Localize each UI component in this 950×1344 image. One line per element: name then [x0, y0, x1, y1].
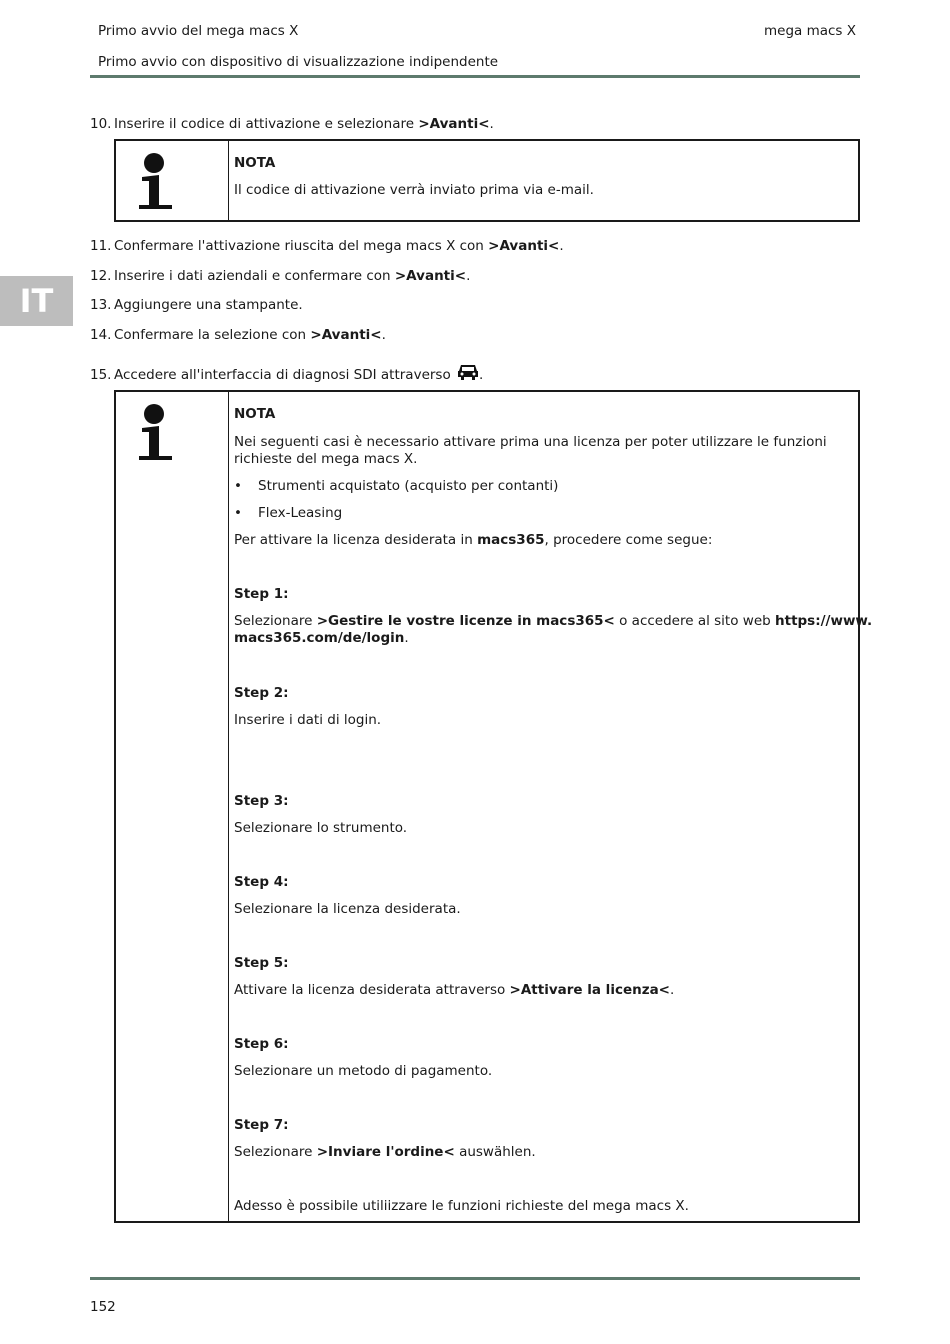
- bullet-item: • Strumenti acquistato (acquisto per contanti): [234, 478, 559, 494]
- step1-mid: o accedere al sito web: [614, 613, 775, 629]
- car-icon: [457, 363, 479, 381]
- note-icon-cell: [116, 392, 229, 1221]
- bullet-text: Strumenti acquistato (acquisto per contanti): [258, 478, 559, 494]
- step1-pre: Selezionare: [234, 613, 317, 629]
- step4-text: Selezionare la licenza desiderata.: [234, 901, 461, 917]
- step-11: [90, 238, 564, 254]
- step-end: .: [489, 116, 494, 132]
- step7-post: auswählen.: [454, 1144, 536, 1160]
- step-text: Confermare l'attivazione riuscita del mega macs X con: [114, 238, 489, 254]
- step-15: [90, 363, 483, 383]
- activate-line: [234, 532, 712, 549]
- header-rule: [90, 75, 860, 78]
- step6-title: Step 6:: [234, 1036, 289, 1052]
- step-number: 13.: [90, 297, 112, 313]
- step-bold: >Avanti<: [418, 116, 490, 132]
- step-text: Inserire il codice di attivazione e selezionare: [114, 116, 419, 132]
- note-title: NOTA: [234, 155, 276, 171]
- step-end: .: [466, 268, 471, 284]
- step-bold: >Avanti<: [394, 268, 467, 284]
- step-14: [90, 327, 386, 343]
- step5-pre: Attivare la licenza desiderata attraverso: [234, 982, 510, 998]
- step1-text: [234, 613, 872, 630]
- footer-rule: [90, 1277, 860, 1280]
- step-end: .: [559, 238, 564, 254]
- header-product: mega macs X: [764, 23, 857, 39]
- step7-pre: Selezionare: [234, 1144, 317, 1160]
- step2-text: Inserire i dati di login.: [234, 712, 382, 728]
- header-chapter: Primo avvio del mega macs X: [98, 23, 299, 39]
- activate-pre: Per attivare la licenza desiderata in: [234, 532, 478, 548]
- step1-end: .: [404, 630, 409, 646]
- note-intro-line1: Nei seguenti casi è necessario attivare prima una licenza per poter utilizzare le funzioni: [234, 434, 827, 450]
- bullet-text: Flex-Leasing: [258, 505, 343, 521]
- step-text: Accedere all'interfaccia di diagnosi SDI attraverso: [114, 367, 456, 383]
- bullet-item: • Flex-Leasing: [234, 505, 343, 521]
- step-end: .: [479, 367, 484, 383]
- step6-text: Selezionare un metodo di pagamento.: [234, 1063, 493, 1079]
- activate-post: , procedere come segue:: [544, 532, 713, 548]
- step7-text: [234, 1144, 536, 1161]
- step-bold: >Avanti<: [310, 327, 382, 343]
- step-number: 11.: [90, 238, 112, 254]
- step1-title: Step 1:: [234, 586, 289, 602]
- step-12: [90, 268, 470, 284]
- note-box-license: [114, 390, 873, 1223]
- step-end: .: [381, 327, 386, 343]
- step2-title: Step 2:: [234, 685, 289, 701]
- activate-bold: macs365: [477, 532, 545, 548]
- step5-end: .: [670, 982, 675, 998]
- step1-text-cont: [234, 630, 409, 647]
- step5-bold: >Attivare la licenza<: [509, 982, 670, 998]
- step3-title: Step 3:: [234, 793, 289, 809]
- step-13: [90, 297, 303, 313]
- step7-bold: >Inviare l'ordine<: [316, 1144, 455, 1160]
- step7-title: Step 7:: [234, 1117, 289, 1133]
- step-number: 14.: [90, 327, 112, 343]
- info-icon: [116, 392, 228, 472]
- step-text: Confermare la selezione con: [114, 327, 311, 343]
- note-box-activation: [114, 139, 860, 222]
- step1-url-part1: https://www.: [775, 613, 873, 629]
- step5-text: [234, 982, 674, 999]
- note-intro-line2: richieste del mega macs X.: [234, 451, 418, 467]
- step-number: 10.: [90, 116, 112, 132]
- note-title: NOTA: [234, 406, 276, 422]
- step-number: 12.: [90, 268, 112, 284]
- final-text: Adesso è possibile utiliizzare le funzioni richieste del mega macs X.: [234, 1198, 689, 1214]
- note-text: Il codice di attivazione verrà inviato prima via e-mail.: [234, 182, 594, 198]
- step3-text: Selezionare lo strumento.: [234, 820, 408, 836]
- step-number: 15.: [90, 367, 112, 383]
- step-10: [90, 116, 494, 132]
- step4-title: Step 4:: [234, 874, 289, 890]
- step-text: Inserire i dati aziendali e confermare con: [114, 268, 395, 284]
- step1-bold: >Gestire le vostre licenze in macs365<: [316, 613, 615, 629]
- header-section: Primo avvio con dispositivo di visualizzazione indipendente: [98, 54, 499, 70]
- step-bold: >Avanti<: [488, 238, 560, 254]
- page-number: 152: [90, 1299, 116, 1315]
- info-icon: [116, 141, 228, 221]
- note-icon-cell: [116, 141, 229, 220]
- step1-url-part2: macs365.com/de/login: [234, 630, 405, 646]
- step5-title: Step 5:: [234, 955, 289, 971]
- language-tab: IT: [0, 276, 73, 326]
- step-text: Aggiungere una stampante.: [114, 297, 303, 313]
